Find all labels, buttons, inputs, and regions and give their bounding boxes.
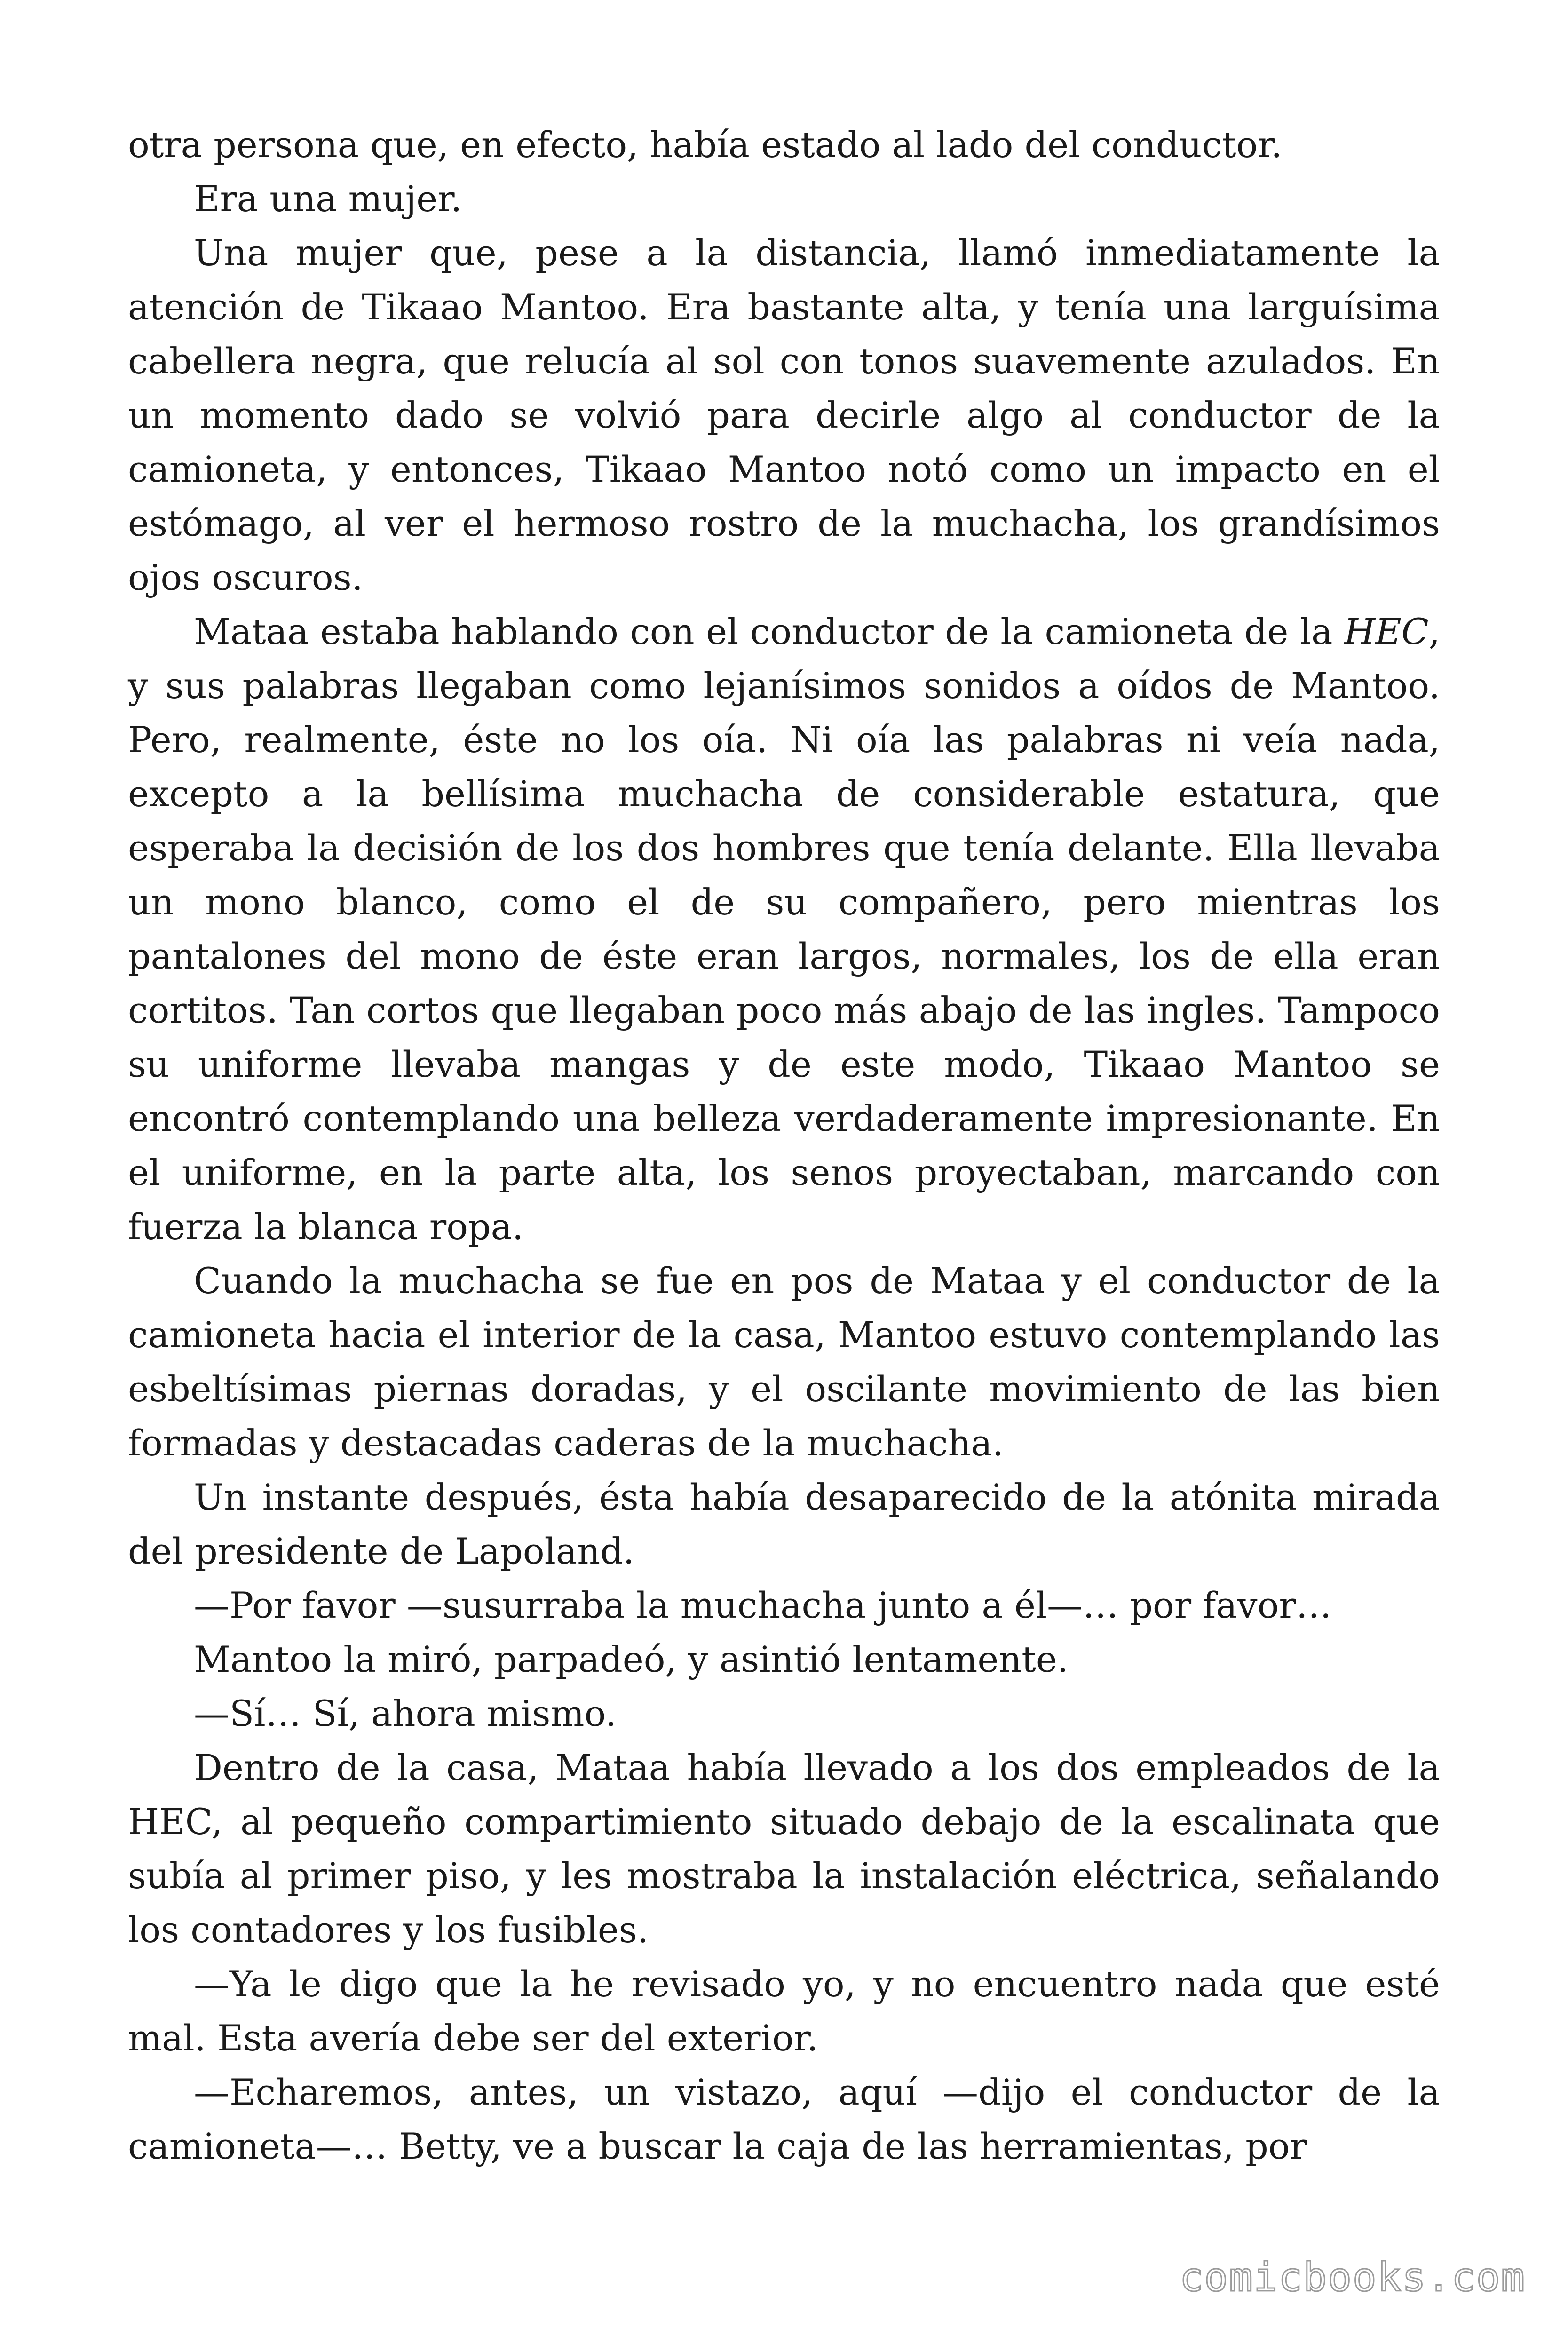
paragraph: —Ya le digo que la he revisado yo, y no encuentro nada que esté mal. Esta avería debe ser del exterior. xyxy=(128,1963,1440,2059)
paragraph-text: , y sus palabras llegaban como lejanísimos sonidos a oídos de Mantoo. Pero, realmente, éste no los oía. Ni oía las palabras ni veía nada, excepto a la bellísima muchacha de considerable estatura, que esperaba la decisión de los dos hombres que tenía delante. Ella llevaba un mono blanco, como el de su compañero, pero mientras los pantalones del mono de éste eran largos, normales, los de ella eran cortitos. Tan cortos que llegaban poco más abajo de las ingles. Tampoco su uniforme llevaba mangas y de este modo, Tikaao Mantoo se encontró contemplando una belleza verdaderamente impresionante. En el uniforme, en la parte alta, los senos proyectaban, marcando con fuerza la blanca ropa. xyxy=(128,611,1440,1248)
paragraph: Una mujer que, pese a la distancia, llamó inmediatamente la atención de Tikaao Mantoo. Era bastante alta, y tenía una larguísima cabellera negra, que relucía al sol con tonos suavemente azulados. En un momento dado se volvió para decirle algo al conductor de la camioneta, y entonces, Tikaao Mantoo notó como un impacto en el estómago, al ver el hermoso rostro de la muchacha, los grandísimos ojos oscuros. xyxy=(128,232,1440,598)
paragraph: Mantoo la miró, parpadeó, y asintió lentamente. xyxy=(194,1638,1069,1680)
paragraph: —Echaremos, antes, un vistazo, aquí —dijo el conductor de la camioneta—… Betty, ve a buscar la caja de las herramientas, por xyxy=(128,2071,1440,2167)
paragraph xyxy=(128,604,1440,1254)
paragraph: —Por favor —susurraba la muchacha junto a él—… por favor… xyxy=(194,1584,1332,1626)
body-text xyxy=(128,118,1440,2173)
paragraph: Dentro de la casa, Mataa había llevado a los dos empleados de la HEC, al pequeño compartimiento situado debajo de la escalinata que subía al primer piso, y les mostraba la instalación eléctrica, señalando los contadores y los fusibles. xyxy=(128,1747,1440,1951)
watermark: comicbooks.com xyxy=(1179,2254,1526,2300)
paragraph: Un instante después, ésta había desaparecido de la atónita mirada del presidente de Lapoland. xyxy=(128,1476,1440,1572)
paragraph: otra persona que, en efecto, había estado al lado del conductor. xyxy=(128,124,1283,166)
italic-acronym: HEC xyxy=(1344,611,1429,652)
paragraph-text: Mataa estaba hablando con el conductor de la camioneta de la xyxy=(194,611,1344,652)
paragraph: Era una mujer. xyxy=(194,178,462,220)
paragraph: Cuando la muchacha se fue en pos de Mataa y el conductor de la camioneta hacia el interior de la casa, Mantoo estuvo contemplando las esbeltísimas piernas doradas, y el oscilante movimiento de las bien formadas y destacadas caderas de la muchacha. xyxy=(128,1260,1440,1464)
paragraph: —Sí… Sí, ahora mismo. xyxy=(194,1692,617,1734)
